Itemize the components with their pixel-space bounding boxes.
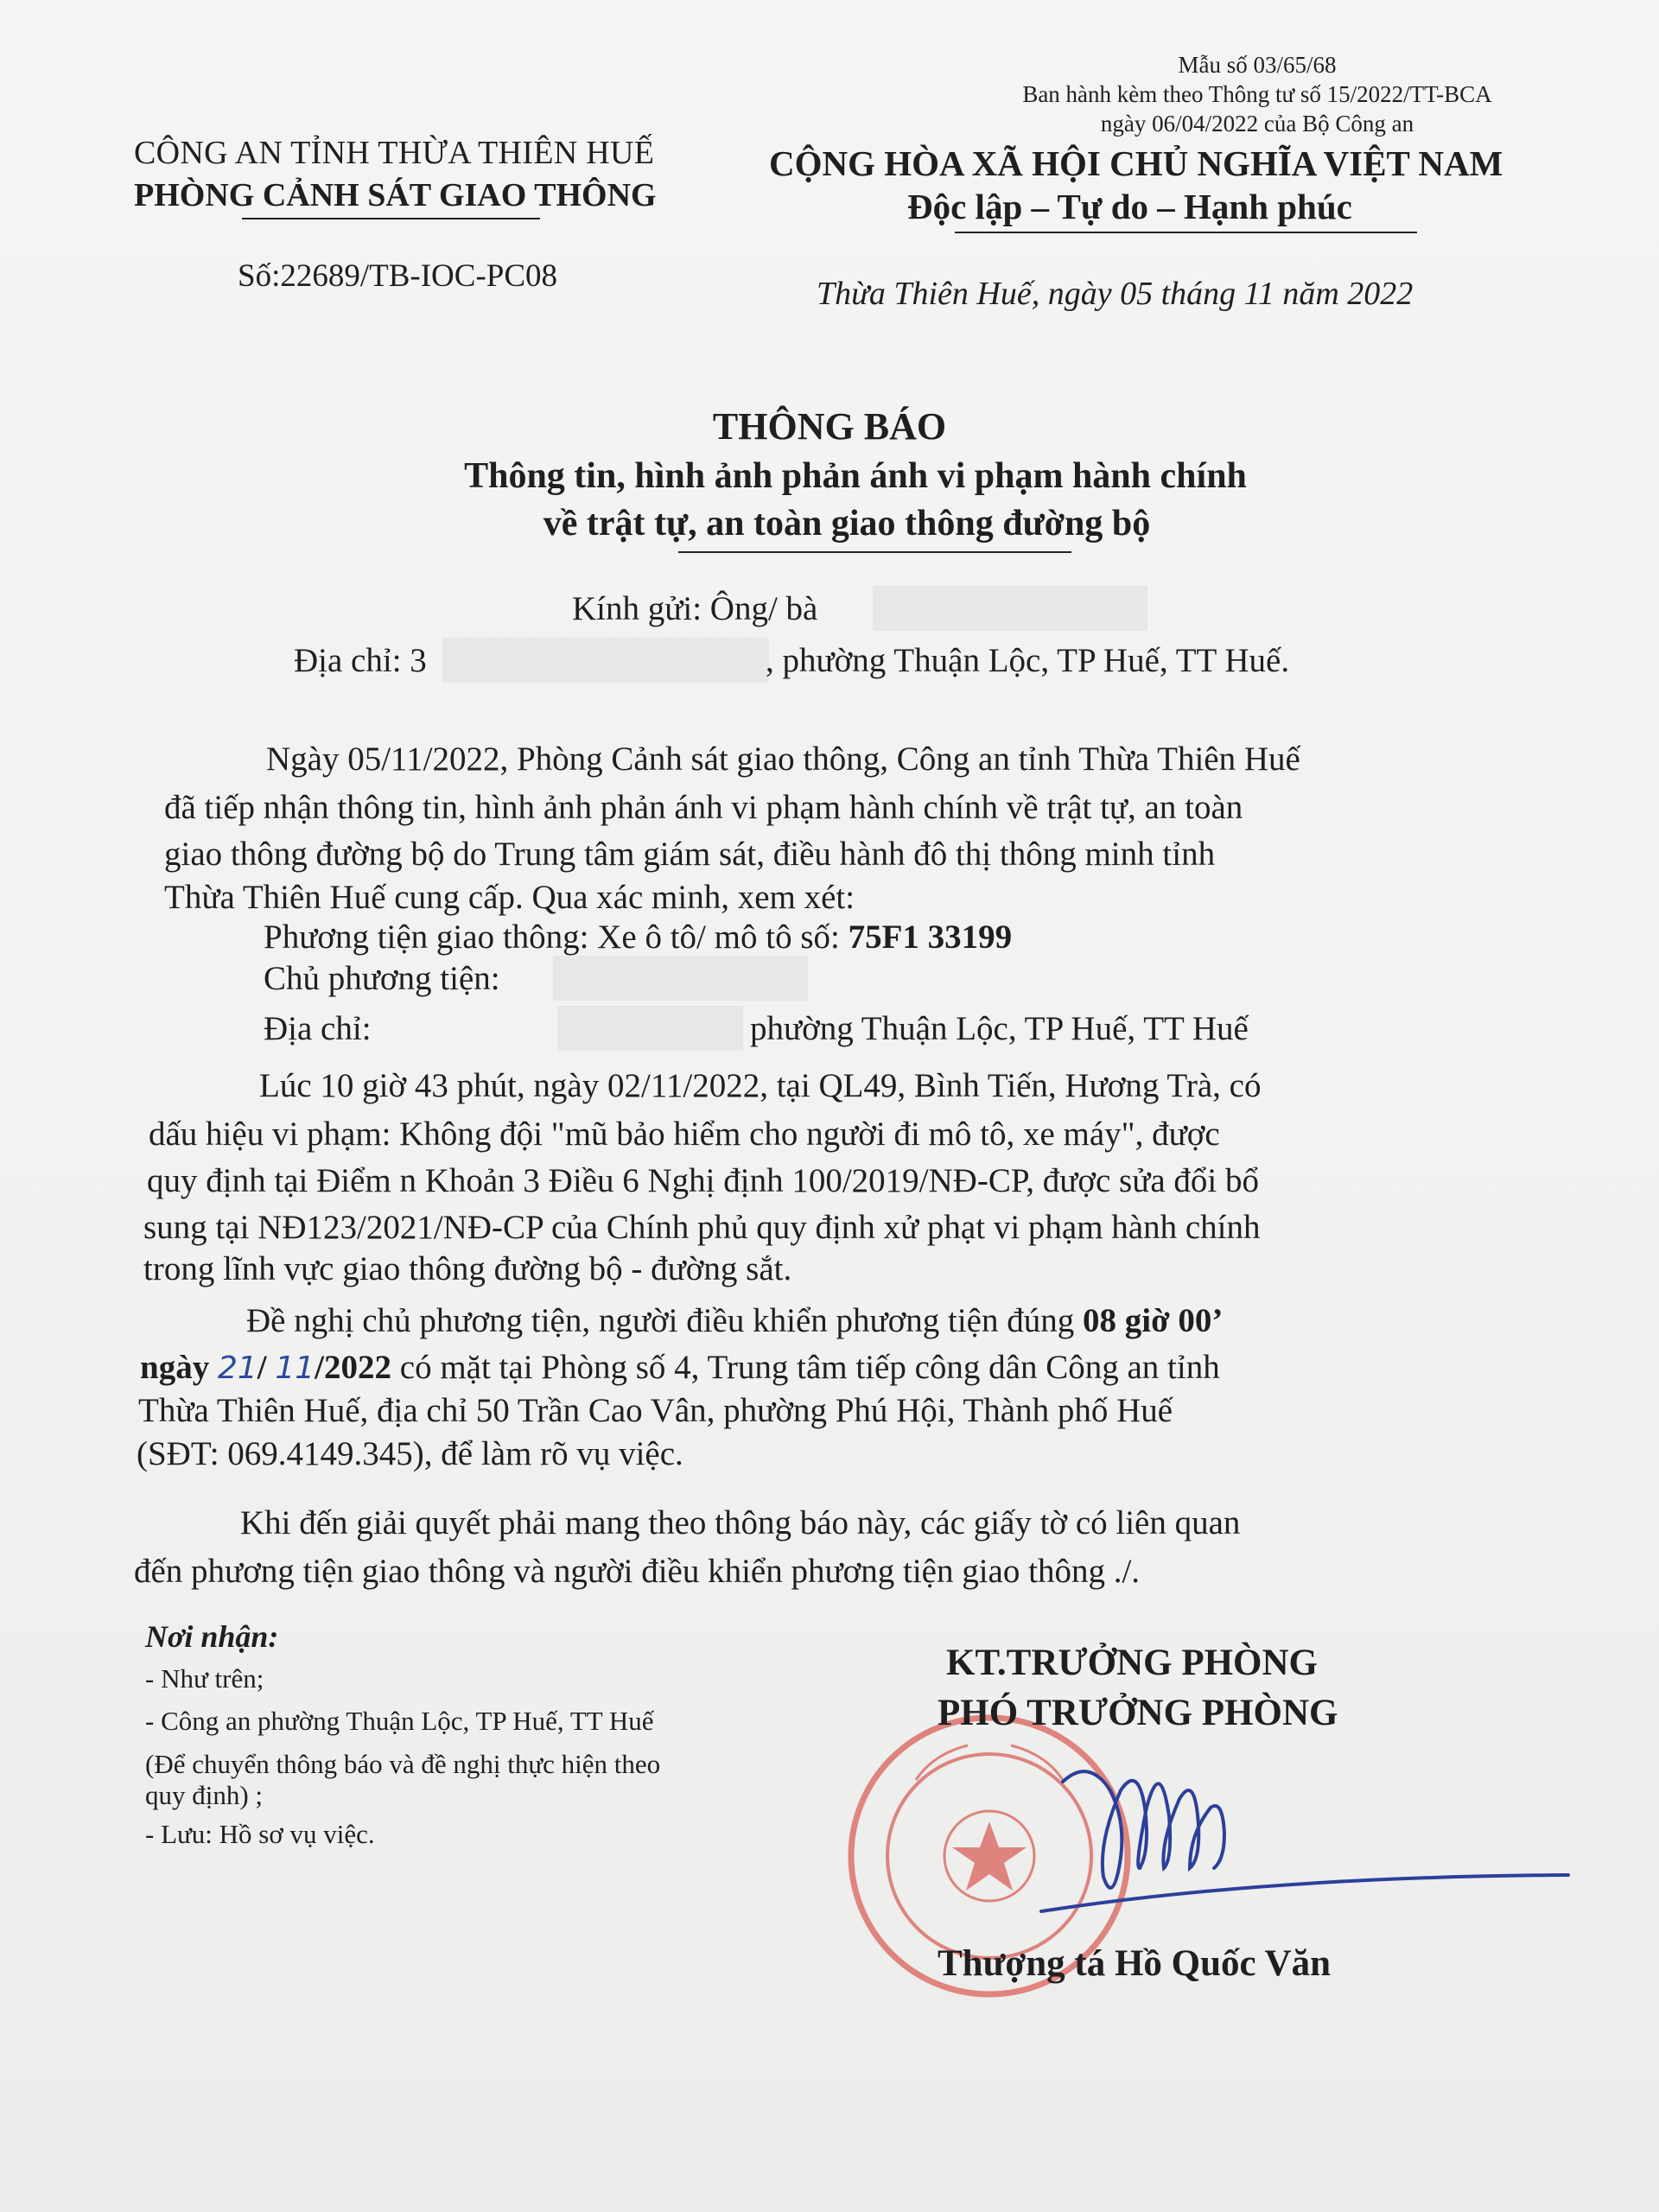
p4-line-2: đến phương tiện giao thông và người điều khiển phương tiện giao thông ./. — [134, 1553, 1141, 1590]
p2-line-5: trong lĩnh vực giao thông đường bộ - đường sắt. — [143, 1250, 792, 1287]
owner-address-suffix: phường Thuận Lộc, TP Huế, TT Huế — [750, 1010, 1249, 1047]
appointment-time: 08 giờ 00’ — [1083, 1302, 1224, 1339]
p3-line-3: Thừa Thiên Huế, địa chỉ 50 Trần Cao Vân, phường Phú Hội, Thành phố Huế — [138, 1392, 1173, 1429]
form-issued-date: ngày 06/04/2022 của Bộ Công an — [1100, 111, 1414, 137]
document-number: Số:22689/TB-IOC-PC08 — [238, 258, 558, 294]
vehicle-plate: 75F1 33199 — [848, 918, 1013, 956]
p1-line-4: Thừa Thiên Huế cung cấp. Qua xác minh, xem xét: — [164, 879, 855, 916]
address-suffix: , phường Thuận Lộc, TP Huế, TT Huế. — [766, 642, 1290, 679]
recipient-item: - Lưu: Hồ sơ vụ việc. — [145, 1819, 375, 1849]
appointment-ngay: ngày — [140, 1349, 218, 1386]
appointment-month-handwritten: 11 — [275, 1351, 315, 1386]
owner-label: Chủ phương tiện: — [264, 960, 500, 997]
p3-line-2-rest: có mặt tại Phòng số 4, Trung tâm tiếp công dân Công an tỉnh — [391, 1349, 1220, 1386]
document-subtitle-2: về trật tự, an toàn giao thông đường bộ — [543, 504, 1151, 543]
p3-line-4: (SĐT: 069.4149.345), để làm rõ vụ việc. — [137, 1435, 683, 1472]
p2-line-3: quy định tại Điểm n Khoản 3 Điều 6 Nghị định 100/2019/NĐ-CP, được sửa đổi bổ — [147, 1162, 1259, 1199]
agency-unit: PHÒNG CẢNH SÁT GIAO THÔNG — [134, 177, 657, 213]
p4-line-1: Khi đến giải quyết phải mang theo thông báo này, các giấy tờ có liên quan — [240, 1504, 1241, 1541]
signature-title-2: PHÓ TRƯỞNG PHÒNG — [938, 1693, 1338, 1733]
national-title: CỘNG HÒA XÃ HỘI CHỦ NGHĨA VIỆT NAM — [769, 143, 1503, 183]
recipient-item: - Như trên; — [145, 1663, 264, 1694]
appointment-day-handwritten: 21 — [217, 1351, 257, 1386]
p3-line-2: ngày 21/ 11/2022 có mặt tại Phòng số 4, Trung tâm tiếp công dân Công an tỉnh — [140, 1349, 1220, 1386]
appointment-year: /2022 — [315, 1349, 392, 1386]
p2-line-1: Lúc 10 giờ 43 phút, ngày 02/11/2022, tại QL49, Bình Tiến, Hương Trà, có — [259, 1067, 1262, 1104]
document-subtitle-1: Thông tin, hình ảnh phản ánh vi phạm hành chính — [464, 456, 1247, 496]
p2-line-2: dấu hiệu vi phạm: Không đội "mũ bảo hiểm cho người đi mô tô, xe máy", được — [149, 1116, 1220, 1153]
signature-title-1: KT.TRƯỞNG PHÒNG — [946, 1643, 1318, 1683]
recipient-item: quy định) ; — [145, 1780, 264, 1810]
p1-line-1: Ngày 05/11/2022, Phòng Cảnh sát giao thông, Công an tỉnh Thừa Thiên Huế — [266, 741, 1300, 778]
p1-line-2: đã tiếp nhận thông tin, hình ảnh phản ánh vi phạm hành chính về trật tự, an toàn — [164, 789, 1243, 826]
signer-name: Thượng tá Hồ Quốc Văn — [938, 1943, 1332, 1984]
address-label: Địa chỉ: 3 — [294, 642, 427, 679]
recipients-heading: Nơi nhận: — [145, 1619, 279, 1654]
p1-line-3: giao thông đường bộ do Trung tâm giám sát, điều hành đô thị thông minh tỉnh — [164, 836, 1216, 873]
document-title: THÔNG BÁO — [712, 405, 947, 448]
p2-line-4: sung tại NĐ123/2021/NĐ-CP của Chính phủ quy định xử phạt vi phạm hành chính — [143, 1209, 1261, 1246]
salutation: Kính gửi: Ông/ bà — [572, 590, 818, 627]
vehicle-label: Phương tiện giao thông: Xe ô tô/ mô tô số: — [264, 918, 849, 956]
p3-text: Đề nghị chủ phương tiện, người điều khiển phương tiện đúng — [246, 1302, 1083, 1339]
recipient-item: - Công an phường Thuận Lộc, TP Huế, TT Huế — [145, 1706, 654, 1736]
form-number: Mẫu số 03/65/68 — [1178, 52, 1337, 78]
agency-parent: CÔNG AN TỈNH THỪA THIÊN HUẾ — [134, 135, 655, 171]
owner-address-label: Địa chỉ: — [264, 1010, 372, 1047]
recipient-item: (Để chuyển thông báo và đề nghị thực hiện theo — [145, 1749, 661, 1779]
place-date: Thừa Thiên Huế, ngày 05 tháng 11 năm 2022 — [817, 276, 1414, 312]
form-issued-with: Ban hành kèm theo Thông tư số 15/2022/TT-BCA — [1022, 81, 1492, 107]
national-motto: Độc lập – Tự do – Hạnh phúc — [907, 187, 1352, 226]
